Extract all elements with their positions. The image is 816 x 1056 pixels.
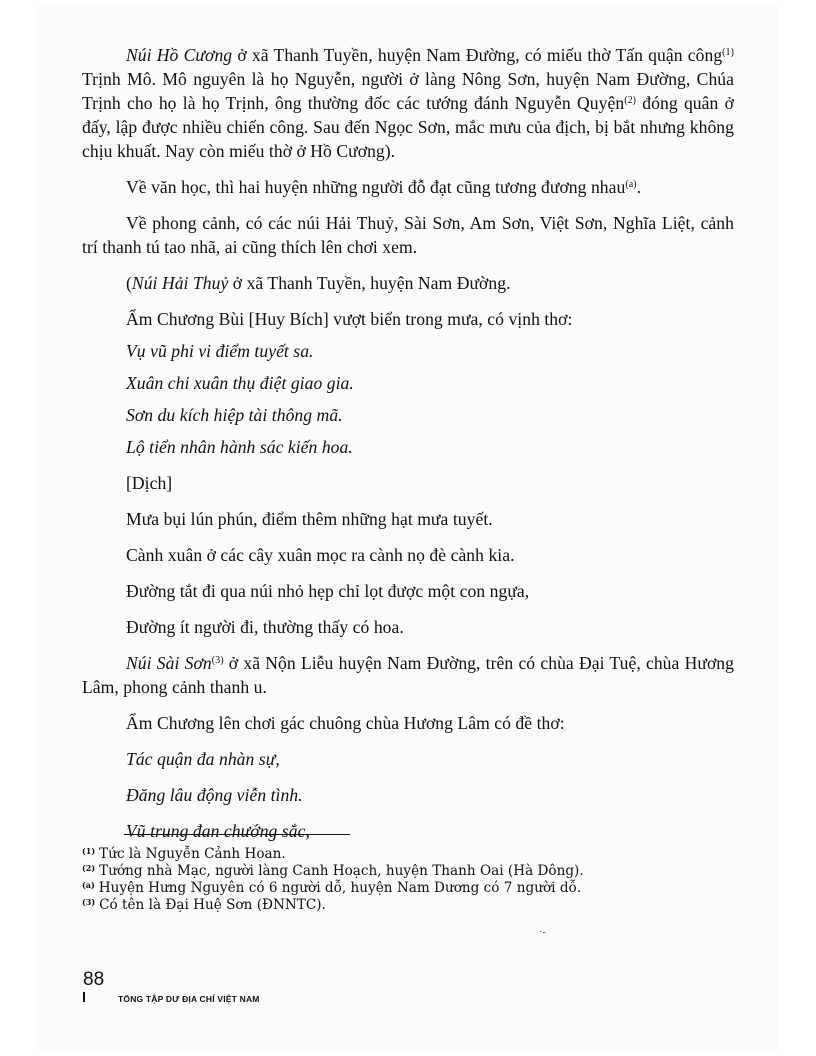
poem-text: Sơn du kích hiệp tài thông mã.: [126, 405, 343, 425]
poem-line: [82, 783, 734, 807]
page-number-bar: [83, 992, 85, 1002]
paragraph-van-hoc: [82, 175, 734, 199]
place-name: Núi Sài Sơn: [126, 653, 212, 673]
poem-line: [82, 747, 734, 771]
footnote-ref: (2): [624, 95, 636, 106]
paragraph-text: ở xã Nộn Liễu huyện Nam Đường, trên có chùa Đại Tuệ, chùa Hương Lâm, phong cảnh thanh u.: [82, 653, 734, 697]
paragraph-hai-thuy: [82, 271, 734, 295]
poem-text: Lộ tiển nhân hành sác kiến hoa.: [126, 437, 353, 457]
scan-speck: ·-: [539, 927, 546, 938]
translation-line: Đường tắt đi qua núi nhỏ hẹp chỉ lọt được một con ngựa,: [126, 581, 530, 601]
footnote: [82, 863, 642, 880]
footnote-text: Tướng nhà Mạc, người làng Canh Hoạch, huyện Thanh Oai (Hà Dông).: [99, 863, 584, 879]
running-head: TỔNG TẬP DƯ ĐỊA CHÍ VIỆT NAM: [118, 994, 260, 1004]
paragraph-text: Về văn học, thì hai huyện những người đỗ đạt cũng tương đương nhau: [126, 177, 626, 197]
translation-line: Mưa bụi lún phún, điểm thêm những hạt mưa tuyết.: [126, 509, 493, 529]
footnote: [82, 846, 642, 863]
paragraph-sai-son: [82, 651, 734, 699]
translation-line: Đường ít người đi, thường thấy có hoa.: [126, 617, 404, 637]
footnote-mark: (1): [82, 846, 96, 856]
poem-text: Vụ vũ phi vi điểm tuyết sa.: [126, 341, 314, 361]
poem-text: Vũ trung đan chướng sắc,: [126, 821, 310, 841]
body-text: [82, 43, 734, 843]
punctuation: .: [636, 177, 642, 197]
paragraph-ho-cuong: [82, 43, 734, 163]
poem-line: [82, 819, 734, 843]
place-name: Núi Hải Thuỷ: [131, 273, 229, 293]
paragraph-text: Trịnh Mô. Mô nguyên là họ Nguyễn, người ở làng Nông Sơn, huyện Nam Đường, Chúa Trịnh cho họ là họ Trịnh, ông thường đốc các tướng đánh Nguyễn Quyện: [82, 69, 734, 113]
paragraph-text: ở xã Thanh Tuyền, huyện Nam Đường.: [228, 273, 511, 293]
paragraph-phong-canh: Về phong cảnh, có các núi Hải Thuỷ, Sài Sơn, Am Sơn, Việt Sơn, Nghĩa Liệt, cảnh trí thanh tú tao nhã, ai cũng thích lên chơi xem.: [82, 213, 734, 257]
footnote-text: Có tên là Đại Huệ Sơn (ĐNNTC).: [99, 897, 326, 913]
translation-line: Cành xuân ở các cây xuân mọc ra cành nọ đè cành kia.: [126, 545, 515, 565]
footnote: [82, 880, 642, 897]
paragraph-text: đóng quân ở đấy, lập được nhiều chiến công. Sau đến Ngọc Sơn, mắc mưu của địch, bị bắt nhưng không chịu khuất. Nay còn miếu thờ ở Hồ Cương).: [82, 93, 734, 161]
translation-label: [Dịch]: [126, 473, 173, 493]
poem-line: [82, 339, 734, 363]
place-name: Núi Hồ Cương: [126, 45, 233, 65]
footnote-mark: (a): [82, 880, 95, 890]
poem-text: Tác quận đa nhàn sự,: [126, 749, 280, 769]
poem-line: [82, 435, 734, 459]
poem-text: Xuân chi xuân thụ điệt giao gia.: [126, 373, 354, 393]
paragraph-am-chuong: Ẩm Chương Bùi [Huy Bích] vượt biển trong mưa, có vịnh thơ:: [126, 309, 573, 329]
page-number: 88: [83, 969, 105, 990]
footnote-text: Tức là Nguyễn Cảnh Hoan.: [99, 846, 286, 862]
paren: (: [126, 273, 132, 293]
footnotes: [82, 846, 642, 914]
footnote-ref: (3): [211, 655, 224, 666]
paragraph-text: ở xã Thanh Tuyền, huyện Nam Đường, có miếu thờ Tấn quận công: [232, 45, 723, 65]
footnote-mark: (2): [82, 863, 96, 873]
footnote-ref: (1): [722, 47, 734, 58]
poem-text: Đăng lâu động viễn tình.: [126, 785, 303, 805]
poem-line: [82, 403, 734, 427]
poem-line: [82, 371, 734, 395]
footnote: [82, 897, 642, 914]
paragraph-am-chuong-2: Ẩm Chương lên chơi gác chuông chùa Hương Lâm có đề thơ:: [126, 713, 565, 733]
footnote-mark: (3): [82, 897, 96, 907]
footnote-divider: [124, 834, 350, 835]
footnote-ref: (a): [625, 179, 637, 190]
footnote-text: Huyện Hưng Nguyên có 6 người dỗ, huyện Nam Dương có 7 người dỗ.: [98, 880, 582, 896]
